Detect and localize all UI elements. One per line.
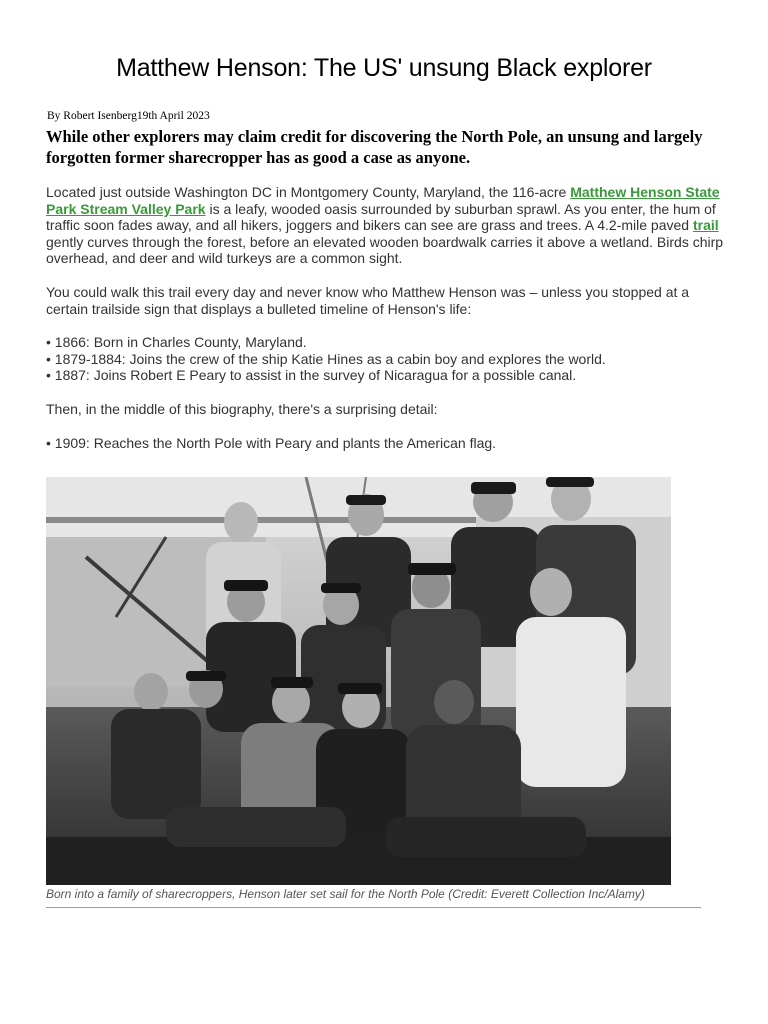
paragraph-text: Located just outside Washington DC in Montgomery County, Maryland, the 116-acre bbox=[46, 184, 571, 200]
timeline-item: • 1887: Joins Robert E Peary to assist in the survey of Nicaragua for a possible canal. bbox=[46, 367, 577, 384]
paragraph-trail-sign: You could walk this trail every day and never know who Matthew Henson was – unless you stopped at a certain trailside sign that displays a bulleted timeline of Henson's life: bbox=[46, 283, 690, 317]
caption-divider bbox=[46, 907, 701, 908]
paragraph-text: gently curves through the forest, before an elevated wooden boardwalk carries it above a wetland. Birds chirp overhead, and deer and wild turkeys are a common sight. bbox=[46, 233, 724, 267]
paragraph-surprise: Then, in the middle of this biography, there's a surprising detail: bbox=[46, 400, 438, 417]
timeline-item: • 1879-1884: Joins the crew of the ship Katie Hines as a cabin boy and explores the world. bbox=[46, 350, 606, 367]
timeline-item-north-pole: • 1909: Reaches the North Pole with Peary and plants the American flag. bbox=[46, 434, 497, 451]
article-standfirst: While other explorers may claim credit for discovering the North Pole, an unsung and largely forgotten former sharecropper has as good a case as anyone. bbox=[46, 127, 703, 167]
timeline-item: • 1866: Born in Charles County, Maryland. bbox=[46, 334, 307, 351]
paragraph-intro bbox=[46, 184, 728, 267]
author-name: By Robert Isenberg bbox=[47, 110, 137, 122]
park-link[interactable]: Matthew Henson State Park Stream Valley Park bbox=[46, 184, 720, 217]
photo-caption: Born into a family of sharecroppers, Henson later set sail for the North Pole (Credit: Everett Collection Inc/Alamy) bbox=[46, 887, 645, 901]
paragraph-text: is a leafy, wooded oasis surrounded by suburban sprawl. As you enter, the hum of traffic soon fades away, and all hikers, joggers and bikers can see are grass and trees. A 4.2-mile paved bbox=[46, 200, 716, 234]
publish-date: 19th April 2023 bbox=[136, 110, 210, 122]
article-title: Matthew Henson: The US' unsung Black explorer bbox=[116, 54, 652, 82]
timeline-list bbox=[46, 334, 728, 384]
byline bbox=[47, 110, 210, 122]
trail-link[interactable]: trail bbox=[692, 217, 719, 234]
article-body bbox=[46, 184, 728, 468]
crew-photo bbox=[46, 477, 671, 885]
crew-photo-illustration bbox=[46, 477, 671, 885]
